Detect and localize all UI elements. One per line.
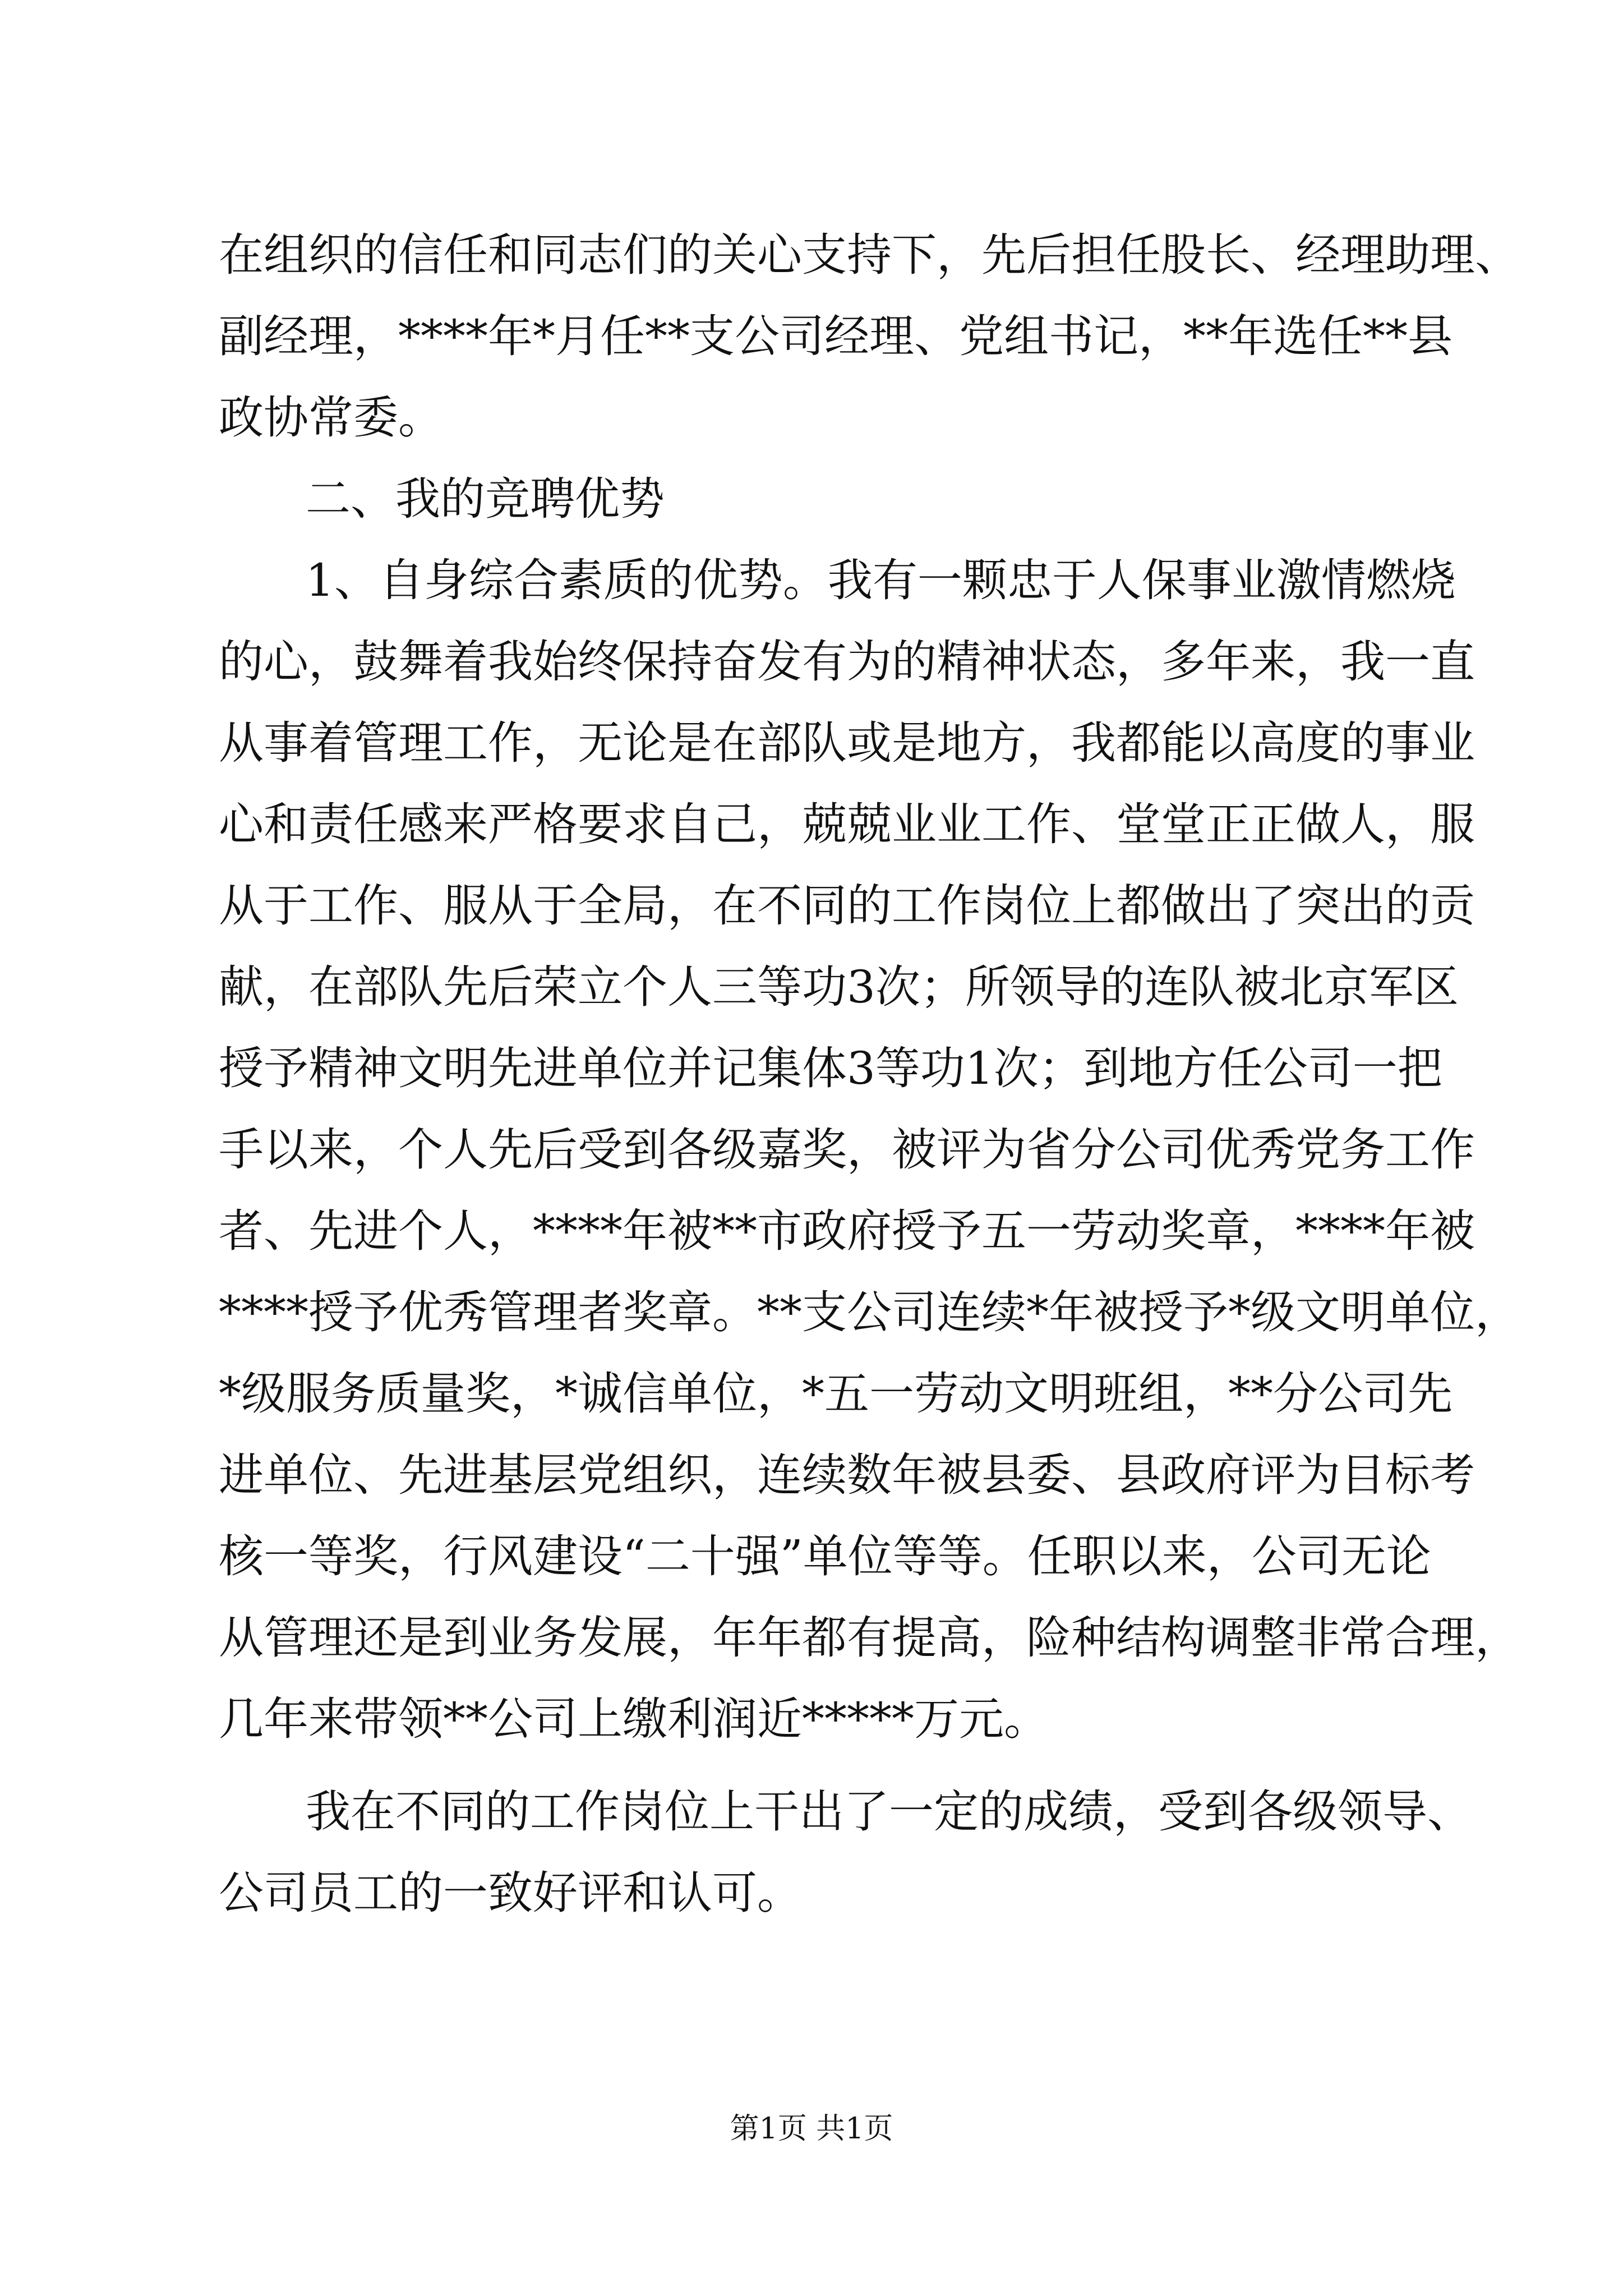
body-line-21: 公司员工的一致好评和认可。 <box>219 1867 802 1919</box>
body-line-2: 副经理，****年*月任**支公司经理、党组书记，**年选任**县 <box>219 310 1453 362</box>
body-line-6: 的心，鼓舞着我始终保持奋发有为的精神状态，多年来，我一直 <box>219 636 1475 688</box>
body-line-16: 进单位、先进基层党组织，连续数年被县委、县政府评为目标考 <box>219 1449 1475 1501</box>
body-line-9: 从于工作、服从于全局，在不同的工作岗位上都做出了突出的贡 <box>219 880 1475 932</box>
body-line-20: 我在不同的工作岗位上干出了一定的成绩，受到各级领导、 <box>306 1786 1472 1838</box>
body-line-12: 手以来，个人先后受到各级嘉奖，被评为省分公司优秀党务工作 <box>219 1124 1475 1176</box>
body-line-1: 在组织的信任和同志们的关心支持下，先后担任股长、经理助理、 <box>219 229 1520 281</box>
body-line-11: 授予精神文明先进单位并记集体3等功1次；到地方任公司一把 <box>219 1042 1442 1094</box>
body-line-15: *级服务质量奖，*诚信单位，*五一劳动文明班组，**分公司先 <box>219 1368 1453 1420</box>
body-line-10: 献，在部队先后荣立个人三等功3次；所领导的连队被北京军区 <box>219 961 1459 1013</box>
section-heading: 二、我的竞聘优势 <box>306 473 665 525</box>
body-line-17: 核一等奖，行风建设“二十强”单位等等。任职以来，公司无论 <box>219 1530 1431 1582</box>
body-line-5: 1、自身综合素质的优势。我有一颗忠于人保事业激情燃烧 <box>306 554 1456 606</box>
body-line-14: ****授予优秀管理者奖章。**支公司连续*年被授予*级文明单位， <box>219 1286 1520 1338</box>
body-line-13: 者、先进个人，****年被**市政府授予五一劳动奖章，****年被 <box>219 1205 1475 1257</box>
body-line-7: 从事着管理工作，无论是在部队或是地方，我都能以高度的事业 <box>219 717 1475 769</box>
body-line-3: 政协常委。 <box>219 392 443 444</box>
page-footer: 第1页 共1页 <box>730 2112 893 2146</box>
body-line-18: 从管理还是到业务发展，年年都有提高，险种结构调整非常合理， <box>219 1612 1520 1664</box>
body-line-19: 几年来带领**公司上缴利润近*****万元。 <box>219 1693 1049 1745</box>
body-line-8: 心和责任感来严格要求自己，兢兢业业工作、堂堂正正做人，服 <box>219 798 1475 850</box>
